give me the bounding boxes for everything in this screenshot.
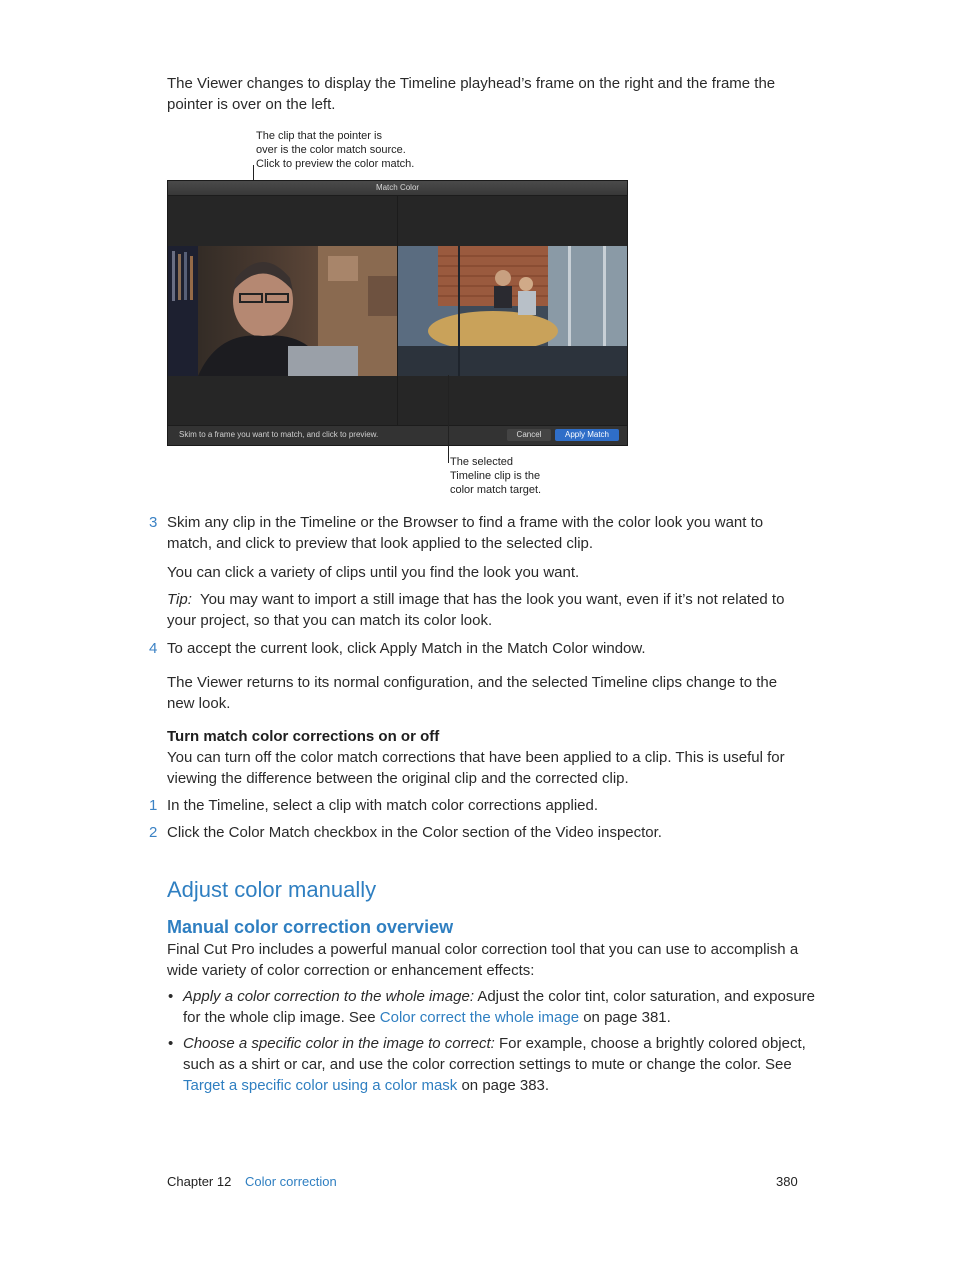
manual-intro-line-1: Final Cut Pro includes a powerful manual color correction tool that you can use to accomplish a xyxy=(167,941,799,958)
viewer-divider xyxy=(397,196,398,428)
left-frame-top-letterbox xyxy=(168,196,397,246)
section-title: Adjust color manually xyxy=(167,877,377,902)
callout-source xyxy=(256,129,414,171)
toggle-step-1: In the Timeline, select a clip with match color corrections applied. xyxy=(167,797,599,814)
step-3-line-2: match, and click to preview that look applied to the selected clip. xyxy=(167,535,594,552)
callout-target-leader xyxy=(448,375,449,463)
footer-chapter: Chapter 12 xyxy=(167,1174,232,1189)
step-3-text xyxy=(167,512,763,554)
callout-target xyxy=(450,455,541,497)
footer xyxy=(167,1173,337,1190)
bullet-2-lead: Choose a specific color in the image to correct: xyxy=(183,1035,495,1052)
source-frame-illustration xyxy=(168,246,397,376)
step-4-para-line-2: new look. xyxy=(167,695,231,712)
tip-line-2: your project, so that you can match its color look. xyxy=(167,612,493,629)
footer-chapter-link[interactable]: Color correction xyxy=(244,1174,337,1189)
toggle-step-number-1: 1 xyxy=(149,797,158,814)
bullet-1-lead: Apply a color correction to the whole image: xyxy=(183,988,474,1005)
step-number-4: 4 xyxy=(149,640,158,657)
bullet-marker-1: • xyxy=(168,988,174,1005)
callout-source-line-3: Click to preview the color match. xyxy=(256,158,415,170)
tip-label: Tip: xyxy=(167,591,192,608)
callout-target-line-2: Timeline clip is the xyxy=(450,470,541,482)
bullet-1-pre: for the whole clip image. See xyxy=(183,1009,380,1026)
bullet-1-post: on page 381. xyxy=(579,1009,671,1026)
toggle-paragraph xyxy=(167,747,785,789)
intro-line-1: The Viewer changes to display the Timeline playhead’s frame on the right and the frame the xyxy=(167,75,776,92)
bullet-1-rest: Adjust the color tint, color saturation, and exposure xyxy=(473,988,816,1005)
intro-line-2: pointer is over on the left. xyxy=(167,96,336,113)
bullet-item-1 xyxy=(183,986,815,1028)
step-3-line-1: Skim any clip in the Timeline or the Browser to find a frame with the color look you want to xyxy=(167,514,764,531)
manual-intro-line-2: wide variety of color correction or enhancement effects: xyxy=(167,962,535,979)
link-color-correct-whole-image[interactable]: Color correct the whole image xyxy=(379,1009,580,1026)
step-3-para: You can click a variety of clips until you find the look you want. xyxy=(167,564,580,581)
link-target-specific-color[interactable]: Target a specific color using a color mask xyxy=(183,1077,458,1094)
window-title: Match Color xyxy=(168,181,627,196)
step-number-3: 3 xyxy=(149,514,158,531)
callout-source-line-1: The clip that the pointer is xyxy=(256,130,382,142)
right-frame-top-letterbox xyxy=(398,196,627,246)
manual-intro xyxy=(167,939,798,981)
window-bottom-bar xyxy=(168,425,627,445)
target-frame-illustration xyxy=(398,246,627,376)
callout-target-line-3: color match target. xyxy=(450,484,542,496)
bullet-item-2 xyxy=(183,1033,806,1096)
section-subtitle: Manual color correction overview xyxy=(167,917,454,937)
bullet-2-line-2: such as a shirt or car, and use the color correction settings to mute or change the color. See xyxy=(183,1056,792,1073)
source-frame-image[interactable] xyxy=(168,246,397,376)
page-number: 380 xyxy=(776,1174,798,1189)
tip-paragraph xyxy=(167,589,784,631)
step-4-para-line-1: The Viewer returns to its normal configuration, and the selected Timeline clips change to the xyxy=(167,674,778,691)
step-4-para xyxy=(167,672,777,714)
cancel-button[interactable]: Cancel xyxy=(507,429,551,441)
right-frame-bottom-letterbox xyxy=(398,376,627,427)
bullet-2-rest: For example, choose a brightly colored object, xyxy=(494,1035,806,1052)
tip-line-1: You may want to import a still image that has the look you want, even if it’s not related to xyxy=(199,591,785,608)
skim-hint: Skim to a frame you want to match, and click to preview. xyxy=(179,430,379,439)
apply-match-button[interactable]: Apply Match xyxy=(555,429,619,441)
toggle-step-2: Click the Color Match checkbox in the Color section of the Video inspector. xyxy=(167,824,662,841)
match-color-window xyxy=(167,180,628,446)
left-frame-bottom-letterbox xyxy=(168,376,397,427)
toggle-line-1: You can turn off the color match corrections that have been applied to a clip. This is useful for xyxy=(167,749,785,766)
toggle-heading: Turn match color corrections on or off xyxy=(167,728,440,745)
intro-paragraph xyxy=(167,73,775,115)
toggle-line-2: viewing the difference between the original clip and the corrected clip. xyxy=(167,770,629,787)
step-4-text: To accept the current look, click Apply Match in the Match Color window. xyxy=(167,640,646,657)
callout-source-line-2: over is the color match source. xyxy=(256,144,406,156)
bullet-marker-2: • xyxy=(168,1035,174,1052)
bullet-2-post: on page 383. xyxy=(457,1077,550,1094)
callout-target-line-1: The selected xyxy=(450,456,513,468)
toggle-step-number-2: 2 xyxy=(149,824,158,841)
target-frame-image[interactable] xyxy=(398,246,627,376)
